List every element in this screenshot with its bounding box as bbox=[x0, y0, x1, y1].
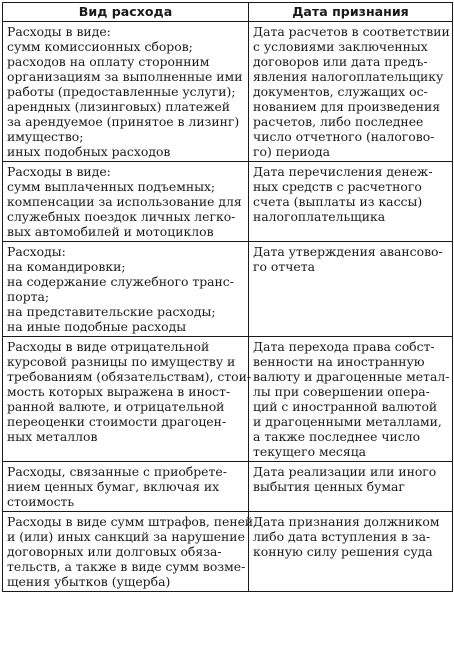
recognition-date-cell bbox=[249, 22, 453, 162]
text-line: ций с иностранной валютой bbox=[253, 399, 438, 414]
text-line: Дата утверждения авансово- bbox=[253, 244, 443, 259]
text-line: расходов на оплату сторонним bbox=[7, 54, 210, 69]
table-row bbox=[3, 337, 453, 462]
text-line: щения убытков (ущерба) bbox=[7, 574, 171, 589]
text-line: Расходы в виде: bbox=[7, 24, 111, 39]
text-line: либо дата вступления в за- bbox=[253, 529, 431, 544]
text-line: требованиям (обязательствам), стои- bbox=[7, 369, 252, 384]
text-line: нованием для произведения bbox=[253, 99, 441, 114]
text-line: Расходы: bbox=[7, 244, 66, 259]
table-row bbox=[3, 462, 453, 512]
text-line: Дата реализации или иного bbox=[253, 464, 437, 479]
text-line: Дата перехода права собст- bbox=[253, 339, 435, 354]
table-row bbox=[3, 22, 453, 162]
text-line: стоимость bbox=[7, 494, 75, 509]
recognition-date-cell bbox=[249, 337, 453, 462]
text-line: иных подобных расходов bbox=[7, 144, 171, 159]
table-row bbox=[3, 512, 453, 592]
text-line: нием ценных бумаг, включая их bbox=[7, 479, 220, 494]
expense-cell bbox=[3, 242, 249, 337]
text-line: Дата расчетов в соответствии bbox=[253, 24, 450, 39]
recognition-date-cell bbox=[249, 242, 453, 337]
text-line: Расходы в виде сумм штрафов, пеней bbox=[7, 514, 254, 529]
recognition-date-cell bbox=[249, 462, 453, 512]
header-expense-type: Вид расхода bbox=[3, 3, 249, 22]
text-line: конную силу решения суда bbox=[253, 544, 433, 559]
recognition-date-cell bbox=[249, 162, 453, 242]
text-line: тельств, а также в виде сумм возме- bbox=[7, 559, 246, 574]
text-line: порта; bbox=[7, 289, 50, 304]
expense-cell bbox=[3, 22, 249, 162]
text-line: расчетов, либо последнее bbox=[253, 114, 424, 129]
text-line: валюту и драгоценные метал- bbox=[253, 369, 450, 384]
text-line: Дата признания должником bbox=[253, 514, 440, 529]
text-line: го) периода bbox=[253, 144, 330, 159]
text-line: венности на иностранную bbox=[253, 354, 425, 369]
table-header bbox=[3, 3, 453, 22]
text-line: курсовой разницы по имуществу и bbox=[7, 354, 236, 369]
expense-cell bbox=[3, 512, 254, 592]
expense-cell bbox=[3, 162, 249, 242]
text-line: мость которых выражена в иност- bbox=[7, 384, 231, 399]
table-row bbox=[3, 242, 453, 337]
text-line: Расходы в виде: bbox=[7, 164, 111, 179]
text-line: вых автомобилей и мотоциклов bbox=[7, 224, 214, 239]
text-line: ранной валюте, и отрицательной bbox=[7, 399, 225, 414]
text-line: работы (предоставленные услуги); bbox=[7, 84, 236, 99]
text-line: число отчетного (налогово- bbox=[253, 129, 435, 144]
expense-cell bbox=[3, 462, 249, 512]
text-line: налогоплательщика bbox=[253, 209, 386, 224]
text-line: и драгоценными металлами, bbox=[253, 414, 442, 429]
text-line: выбытия ценных бумаг bbox=[253, 479, 405, 494]
text-line: арендных (лизинговых) платежей bbox=[7, 99, 231, 114]
header-recognition-date: Дата признания bbox=[249, 3, 453, 22]
text-line: документов, служащих ос- bbox=[253, 84, 428, 99]
text-line: на командировки; bbox=[7, 259, 126, 274]
text-line: текущего месяца bbox=[253, 444, 367, 459]
text-line: с условиями заключенных bbox=[253, 39, 428, 54]
text-line: лы при совершении опера- bbox=[253, 384, 430, 399]
expense-cell bbox=[3, 337, 252, 462]
text-line: го отчета bbox=[253, 259, 315, 274]
text-line: Расходы, связанные с приобрете- bbox=[7, 464, 227, 479]
table-row bbox=[3, 162, 453, 242]
text-line: договорных или долговых обяза- bbox=[7, 544, 222, 559]
header-row bbox=[3, 3, 453, 22]
text-line: и (или) иных санкций за нарушение bbox=[7, 529, 245, 544]
text-line: организациям за выполненные ими bbox=[7, 69, 243, 84]
text-line: компенсации за использование для bbox=[7, 194, 242, 209]
text-line: сумм выплаченных подъемных; bbox=[7, 179, 216, 194]
text-line: ных металлов bbox=[7, 429, 98, 444]
recognition-date-cell bbox=[249, 512, 453, 592]
text-line: имущество; bbox=[7, 129, 84, 144]
text-line: счета (выплаты из кассы) bbox=[253, 194, 423, 209]
expense-recognition-table bbox=[2, 2, 453, 592]
text-line: переоценки стоимости драгоцен- bbox=[7, 414, 227, 429]
text-line: Дата перечисления денеж- bbox=[253, 164, 433, 179]
text-line: служебных поездок личных легко- bbox=[7, 209, 236, 224]
text-line: сумм комиссионных сборов; bbox=[7, 39, 193, 54]
text-line: явления налогоплательщику bbox=[253, 69, 444, 84]
text-line: ных средств с расчетного bbox=[253, 179, 422, 194]
text-line: Расходы в виде отрицательной bbox=[7, 339, 210, 354]
text-line: на содержание служебного транс- bbox=[7, 274, 234, 289]
text-line: на представительские расходы; bbox=[7, 304, 216, 319]
table-body bbox=[3, 22, 453, 592]
text-line: за арендуемое (принятое в лизинг) bbox=[7, 114, 240, 129]
text-line: а также последнее число bbox=[253, 429, 421, 444]
text-line: договоров или дата предъ- bbox=[253, 54, 428, 69]
text-line: на иные подобные расходы bbox=[7, 319, 187, 334]
